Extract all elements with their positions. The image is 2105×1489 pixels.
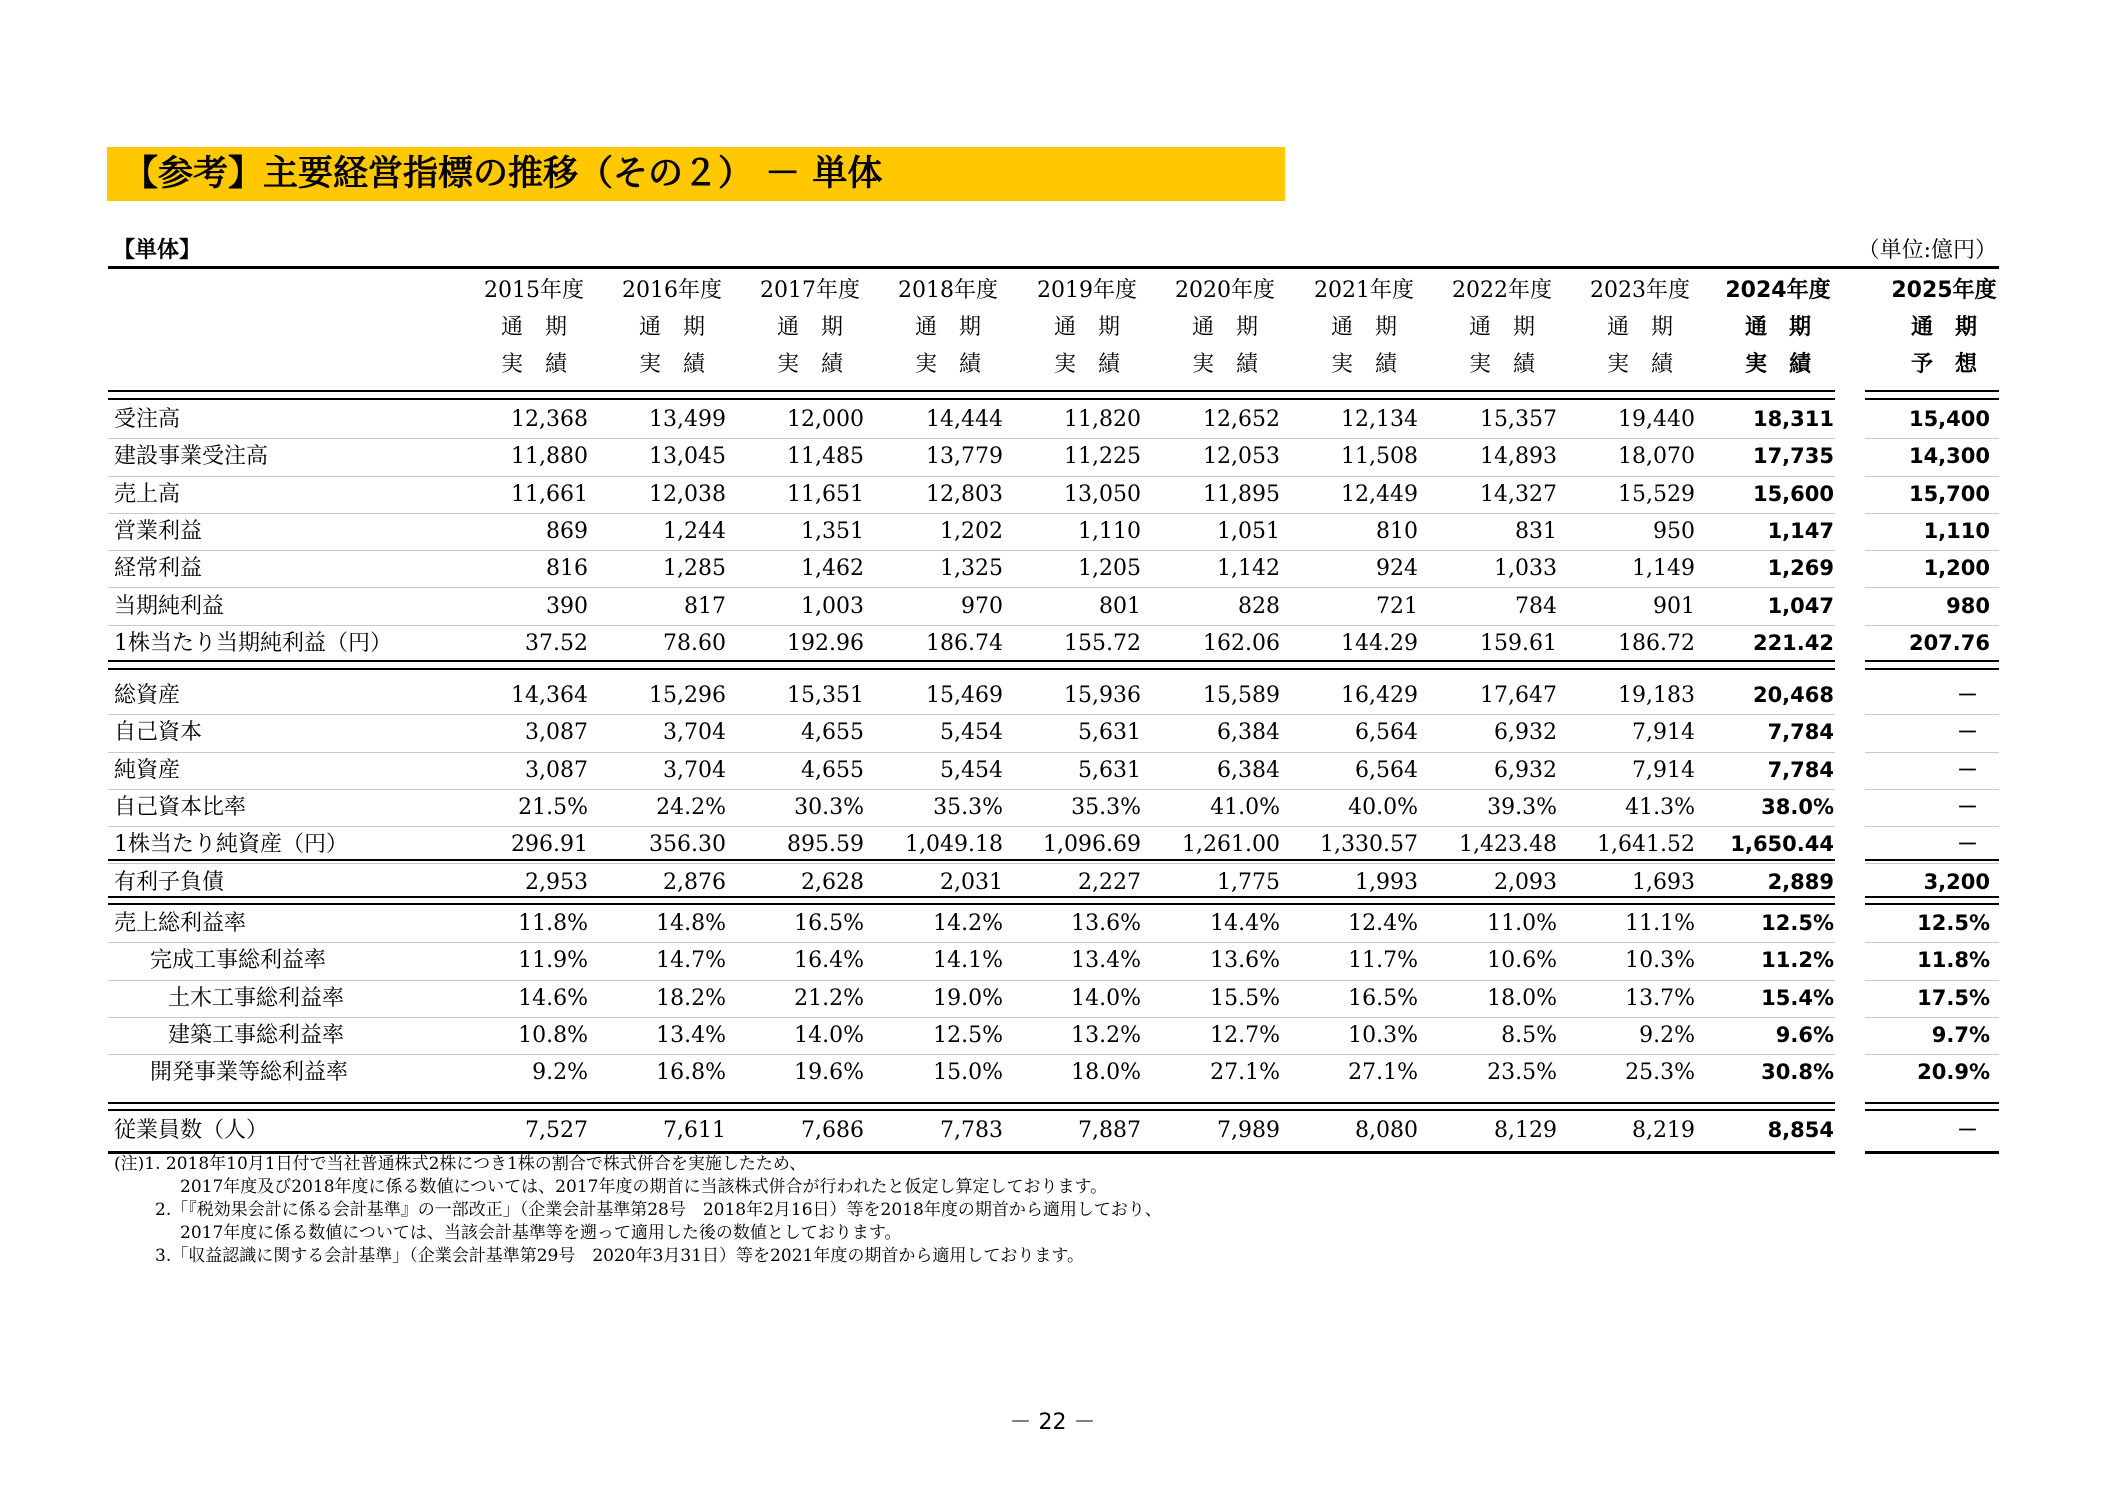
table-cell: 21.5%	[518, 794, 588, 820]
row-label: 売上総利益率	[114, 911, 247, 936]
table-cell: 980	[1946, 593, 1990, 618]
table-cell: 2,093	[1494, 869, 1557, 895]
table-cell: 1,200	[1923, 556, 1990, 581]
table-cell: 7,784	[1767, 757, 1834, 782]
table-cell: 17,735	[1752, 444, 1834, 469]
group-rule-2	[108, 859, 1835, 861]
table-cell: 12.4%	[1348, 911, 1418, 936]
table-cell: －	[1957, 720, 1978, 745]
table-cell: 16.8%	[656, 1060, 726, 1086]
table-top-rule	[108, 266, 1999, 269]
table-cell: 10.3%	[1625, 948, 1695, 974]
row-label: 建築工事総利益率	[168, 1022, 345, 1048]
table-cell: 11.8%	[1917, 948, 1990, 973]
table-cell: －	[1957, 757, 1978, 782]
table-cell: 7,914	[1632, 757, 1695, 783]
group-rule-3	[108, 896, 1835, 898]
row-label: 建設事業受注高	[114, 444, 269, 470]
table-cell: 19,183	[1618, 683, 1695, 708]
group-rule-6	[108, 1109, 1835, 1111]
table-cell: 13.4%	[1071, 948, 1141, 974]
forecast-group-rule-1	[1865, 668, 1999, 670]
table-cell: 19,440	[1618, 407, 1695, 432]
table-cell: 1,693	[1632, 869, 1695, 895]
footnote-line: 2.「『税効果会計に係る会計基準』の一部改正」（企業会計基準第28号 2018年2月16日）等を2018年度の期首から適用しており、	[155, 1200, 1162, 1220]
table-cell: 1,110	[1923, 518, 1990, 543]
column-header-l2: 通 期	[914, 315, 981, 340]
footnote-line: (注)1. 2018年10月1日付で当社普通株式2株につき1株の割合で株式併合を実施したため、	[114, 1154, 807, 1174]
table-cell: 6,564	[1355, 757, 1418, 783]
table-cell: 11.1%	[1625, 911, 1695, 936]
table-cell: 17.5%	[1917, 985, 1990, 1010]
table-cell: 901	[1653, 593, 1695, 619]
table-cell: 19.0%	[933, 985, 1003, 1011]
column-header-year: 2017年度	[760, 278, 860, 303]
column-header-l3: 実 績	[500, 352, 567, 377]
forecast-group-rule-2	[1865, 859, 1999, 861]
table-cell: 15,529	[1618, 481, 1695, 507]
table-cell: 14.4%	[1210, 911, 1280, 936]
table-cell: 13,499	[649, 407, 726, 432]
table-cell: 40.0%	[1348, 794, 1418, 820]
table-cell: 14.2%	[933, 911, 1003, 936]
table-cell: 7,527	[525, 1118, 588, 1143]
column-header-l3: 実 績	[638, 352, 705, 377]
column-header-year: 2020年度	[1175, 278, 1275, 303]
row-label: 自己資本	[114, 720, 203, 746]
table-cell: 11,880	[511, 444, 588, 470]
table-cell: 5,454	[940, 720, 1003, 746]
table-cell: 1,033	[1494, 556, 1557, 582]
table-cell: 970	[961, 593, 1003, 619]
column-header-l2: 通 期	[776, 315, 843, 340]
table-cell: 37.52	[525, 630, 588, 656]
table-cell: 8,080	[1355, 1118, 1418, 1143]
table-cell: 7,686	[801, 1118, 864, 1143]
table-cell: 13.7%	[1625, 985, 1695, 1011]
table-cell: 12,803	[926, 481, 1003, 507]
table-cell: 14.0%	[794, 1022, 864, 1048]
column-header-year: 2022年度	[1452, 278, 1552, 303]
table-cell: 12,053	[1203, 444, 1280, 470]
table-cell: 7,611	[663, 1118, 726, 1143]
table-cell: 9.6%	[1775, 1022, 1834, 1047]
table-cell: 27.1%	[1348, 1060, 1418, 1086]
section-label: 【単体】	[113, 238, 202, 263]
table-cell: 21.2%	[794, 985, 864, 1011]
unit-label: （単位:億円）	[1857, 238, 1997, 263]
table-cell: 7,887	[1078, 1118, 1141, 1143]
table-cell: 14,364	[511, 683, 588, 708]
forecast-header-rule-2	[1865, 398, 1999, 400]
table-cell: 13,050	[1064, 481, 1141, 507]
table-cell: 20.9%	[1917, 1060, 1990, 1085]
table-cell: 7,783	[940, 1118, 1003, 1143]
table-cell: 10.3%	[1348, 1022, 1418, 1048]
table-cell: 15,296	[649, 683, 726, 708]
table-cell: 6,564	[1355, 720, 1418, 746]
table-cell: 8.5%	[1501, 1022, 1557, 1048]
row-label: 売上高	[114, 481, 181, 507]
table-cell: 23.5%	[1487, 1060, 1557, 1086]
table-cell: 1,110	[1078, 518, 1141, 544]
table-cell: 1,285	[663, 556, 726, 582]
table-cell: 12,000	[787, 407, 864, 432]
table-cell: 20,468	[1752, 683, 1834, 707]
column-header-year: 2025年度	[1891, 278, 1997, 303]
table-cell: 2,953	[525, 869, 588, 895]
table-cell: 5,631	[1078, 757, 1141, 783]
table-cell: 35.3%	[933, 794, 1003, 820]
table-cell: 12.5%	[1917, 911, 1990, 935]
forecast-group-rule-7	[1865, 1151, 1999, 1154]
column-header-l3: 実 績	[1330, 352, 1397, 377]
group-rule-5	[108, 1102, 1835, 1104]
column-header-l3: 実 績	[1744, 352, 1811, 377]
table-cell: －	[1957, 832, 1978, 857]
table-cell: 11,820	[1064, 407, 1141, 432]
table-cell: 6,384	[1217, 757, 1280, 783]
table-cell: 11,225	[1064, 444, 1141, 470]
table-cell: 12.7%	[1210, 1022, 1280, 1048]
table-cell: 2,031	[940, 869, 1003, 895]
table-cell: 1,351	[801, 518, 864, 544]
table-cell: 6,932	[1494, 757, 1557, 783]
title-bar	[107, 147, 1285, 201]
table-cell: 1,142	[1217, 556, 1280, 582]
table-cell: 14.1%	[933, 948, 1003, 974]
table-cell: 2,889	[1767, 869, 1834, 894]
forecast-group-rule-3	[1865, 896, 1999, 898]
table-cell: 27.1%	[1210, 1060, 1280, 1086]
table-cell: 11.9%	[518, 948, 588, 974]
table-cell: 12,368	[511, 407, 588, 432]
table-cell: 14,300	[1908, 444, 1990, 469]
table-cell: 1,325	[940, 556, 1003, 582]
table-cell: 784	[1515, 593, 1557, 619]
table-cell: 950	[1653, 518, 1695, 544]
row-label: 純資産	[114, 757, 181, 783]
column-header-year: 2015年度	[484, 278, 584, 303]
table-cell: 41.0%	[1210, 794, 1280, 820]
table-cell: 14.7%	[656, 948, 726, 974]
table-cell: 10.6%	[1487, 948, 1557, 974]
row-label: 完成工事総利益率	[150, 948, 327, 974]
table-cell: 14,327	[1480, 481, 1557, 507]
table-cell: 9.2%	[1639, 1022, 1695, 1048]
table-cell: －	[1957, 794, 1978, 819]
table-cell: 13,779	[926, 444, 1003, 470]
column-header-l3: 実 績	[1468, 352, 1535, 377]
table-cell: 816	[546, 556, 588, 582]
table-cell: 9.2%	[532, 1060, 588, 1086]
row-label: 自己資本比率	[114, 794, 247, 820]
column-header-l3: 予 想	[1910, 352, 1977, 377]
table-cell: 810	[1376, 518, 1418, 544]
table-cell: 296.91	[511, 832, 588, 858]
table-cell: 8,129	[1494, 1118, 1557, 1143]
page-number: － 22 －	[1009, 1410, 1096, 1435]
table-cell: 11,485	[787, 444, 864, 470]
table-cell: 11,508	[1341, 444, 1418, 470]
column-header-l2: 通 期	[500, 315, 567, 340]
row-label: 有利子負債	[114, 869, 225, 895]
forecast-header-rule	[1865, 390, 1999, 392]
column-header-year: 2018年度	[898, 278, 998, 303]
header-rule-2	[108, 398, 1835, 400]
table-cell: 1,096.69	[1043, 832, 1141, 858]
table-cell: 356.30	[649, 832, 726, 858]
table-cell: 1,993	[1355, 869, 1418, 895]
table-cell: 1,202	[940, 518, 1003, 544]
table-cell: 1,641.52	[1597, 832, 1695, 858]
table-cell: 3,704	[663, 720, 726, 746]
row-label: 土木工事総利益率	[168, 985, 345, 1011]
table-cell: 828	[1238, 593, 1280, 619]
column-header-l2: 通 期	[1468, 315, 1535, 340]
table-cell: 11.2%	[1761, 948, 1834, 973]
table-cell: 15,351	[787, 683, 864, 708]
table-cell: 1,775	[1217, 869, 1280, 895]
table-cell: 4,655	[801, 757, 864, 783]
table-cell: 1,047	[1767, 593, 1834, 618]
footnote-line: 2017年度及び2018年度に係る数値については、2017年度の期首に当該株式併合が行われたと仮定し算定しております。	[180, 1177, 1108, 1197]
table-cell: 14.6%	[518, 985, 588, 1011]
table-cell: 15,700	[1908, 481, 1990, 506]
table-cell: 8,854	[1767, 1118, 1834, 1142]
table-cell: 1,261.00	[1182, 832, 1280, 858]
table-cell: 15.5%	[1210, 985, 1280, 1011]
table-cell: 186.72	[1618, 630, 1695, 656]
table-cell: 18.2%	[656, 985, 726, 1011]
table-cell: 801	[1099, 593, 1141, 619]
table-cell: 7,989	[1217, 1118, 1280, 1143]
table-cell: 1,149	[1632, 556, 1695, 582]
table-cell: 1,147	[1767, 518, 1834, 543]
table-cell: 24.2%	[656, 794, 726, 820]
table-cell: 2,876	[663, 869, 726, 895]
column-header-l3: 実 績	[1606, 352, 1673, 377]
table-cell: 13.6%	[1071, 911, 1141, 936]
table-cell: 2,227	[1078, 869, 1141, 895]
table-cell: 18.0%	[1487, 985, 1557, 1011]
row-label: 受注高	[114, 407, 181, 432]
table-cell: －	[1957, 683, 1978, 707]
table-cell: 1,003	[801, 593, 864, 619]
footnote-line: 3.「収益認識に関する会計基準」（企業会計基準第29号 2020年3月31日）等を2021年度の期首から適用しております。	[155, 1246, 1084, 1266]
table-cell: 11,651	[787, 481, 864, 507]
table-cell: 11,895	[1203, 481, 1280, 507]
table-cell: 13,045	[649, 444, 726, 470]
table-cell: 14,444	[926, 407, 1003, 432]
group-rule-0	[108, 660, 1835, 662]
table-cell: 78.60	[663, 630, 726, 656]
table-cell: 186.74	[926, 630, 1003, 656]
column-header-l3: 実 績	[1053, 352, 1120, 377]
page-title: 【参考】主要経営指標の推移（その２） － 単体	[123, 154, 883, 194]
row-label: 経常利益	[114, 556, 203, 582]
table-cell: 155.72	[1064, 630, 1141, 656]
table-cell: 16.5%	[1348, 985, 1418, 1011]
column-header-l2: 通 期	[1053, 315, 1120, 340]
row-label: 従業員数（人）	[114, 1118, 269, 1143]
table-cell: 5,454	[940, 757, 1003, 783]
row-label: 1株当たり当期純利益（円）	[114, 630, 392, 656]
table-cell: 15,936	[1064, 683, 1141, 708]
table-cell: 721	[1376, 593, 1418, 619]
column-header-l3: 実 績	[914, 352, 981, 377]
table-cell: 817	[684, 593, 726, 619]
footnote-line: 2017年度に係る数値については、当該会計基準等を遡って適用した後の数値としております。	[180, 1223, 902, 1243]
table-cell: 13.2%	[1071, 1022, 1141, 1048]
row-label: 当期純利益	[114, 593, 225, 619]
table-cell: 159.61	[1480, 630, 1557, 656]
table-cell: 3,704	[663, 757, 726, 783]
table-cell: 144.29	[1341, 630, 1418, 656]
group-rule-4	[108, 903, 1835, 905]
table-cell: 2,628	[801, 869, 864, 895]
table-cell: 5,631	[1078, 720, 1141, 746]
table-cell: 16,429	[1341, 683, 1418, 708]
table-cell: 18.0%	[1071, 1060, 1141, 1086]
table-cell: 25.3%	[1625, 1060, 1695, 1086]
column-header-l2: 通 期	[1744, 315, 1811, 340]
table-cell: 30.3%	[794, 794, 864, 820]
column-header-l3: 実 績	[1191, 352, 1258, 377]
table-cell: 9.7%	[1931, 1022, 1990, 1047]
table-cell: 16.4%	[794, 948, 864, 974]
table-cell: 14,893	[1480, 444, 1557, 470]
table-cell: 1,269	[1767, 556, 1834, 581]
table-cell: 38.0%	[1761, 794, 1834, 819]
table-cell: 15,357	[1480, 407, 1557, 432]
table-cell: 1,051	[1217, 518, 1280, 544]
table-cell: 10.8%	[518, 1022, 588, 1048]
table-cell: 18,311	[1752, 407, 1834, 431]
table-cell: 12.5%	[1761, 911, 1834, 935]
table-cell: 221.42	[1752, 630, 1834, 655]
table-cell: 6,384	[1217, 720, 1280, 746]
table-cell: 14.0%	[1071, 985, 1141, 1011]
table-cell: 15,400	[1908, 407, 1990, 431]
forecast-group-rule-6	[1865, 1109, 1999, 1111]
table-cell: 207.76	[1908, 630, 1990, 655]
table-cell: 12,652	[1203, 407, 1280, 432]
forecast-group-rule-5	[1865, 1102, 1999, 1104]
table-cell: 7,784	[1767, 720, 1834, 745]
table-cell: 15.4%	[1761, 985, 1834, 1010]
table-cell: 13.4%	[656, 1022, 726, 1048]
table-cell: 8,219	[1632, 1118, 1695, 1143]
table-cell: 895.59	[787, 832, 864, 858]
table-cell: 18,070	[1618, 444, 1695, 470]
table-cell: 1,650.44	[1730, 832, 1834, 857]
table-cell: 1,462	[801, 556, 864, 582]
column-header-year: 2023年度	[1590, 278, 1690, 303]
table-cell: 831	[1515, 518, 1557, 544]
header-rule	[108, 390, 1835, 392]
table-cell: 7,914	[1632, 720, 1695, 746]
table-cell: 192.96	[787, 630, 864, 656]
column-header-l2: 通 期	[1910, 315, 1977, 340]
table-cell: 19.6%	[794, 1060, 864, 1086]
column-header-l3: 実 績	[776, 352, 843, 377]
table-cell: 15,589	[1203, 683, 1280, 708]
table-cell: 390	[546, 593, 588, 619]
forecast-group-rule-4	[1865, 903, 1999, 905]
table-cell: 3,200	[1923, 869, 1990, 894]
row-label: 開発事業等総利益率	[150, 1060, 349, 1086]
table-cell: 1,205	[1078, 556, 1141, 582]
table-cell: 11,661	[511, 481, 588, 507]
table-cell: 30.8%	[1761, 1060, 1834, 1085]
table-cell: 16.5%	[794, 911, 864, 936]
table-cell: 1,244	[663, 518, 726, 544]
table-cell: 12,449	[1341, 481, 1418, 507]
table-cell: 869	[546, 518, 588, 544]
column-header-l2: 通 期	[1330, 315, 1397, 340]
table-cell: 35.3%	[1071, 794, 1141, 820]
row-label: 営業利益	[114, 518, 203, 544]
row-label: 1株当たり純資産（円）	[114, 832, 348, 858]
table-cell: 4,655	[801, 720, 864, 746]
table-cell: －	[1957, 1118, 1978, 1142]
column-header-year: 2021年度	[1314, 278, 1414, 303]
column-header-year: 2024年度	[1725, 278, 1831, 303]
table-cell: 3,087	[525, 757, 588, 783]
table-cell: 6,932	[1494, 720, 1557, 746]
column-header-year: 2019年度	[1037, 278, 1137, 303]
table-cell: 15,600	[1752, 481, 1834, 506]
table-cell: 12,038	[649, 481, 726, 507]
table-cell: 1,330.57	[1320, 832, 1418, 858]
table-cell: 11.8%	[518, 911, 588, 936]
table-cell: 3,087	[525, 720, 588, 746]
column-header-year: 2016年度	[622, 278, 722, 303]
table-cell: 13.6%	[1210, 948, 1280, 974]
table-cell: 11.0%	[1487, 911, 1557, 936]
table-cell: 12.5%	[933, 1022, 1003, 1048]
table-cell: 11.7%	[1348, 948, 1418, 974]
table-cell: 924	[1376, 556, 1418, 582]
table-cell: 1,049.18	[905, 832, 1003, 858]
column-header-l2: 通 期	[1606, 315, 1673, 340]
table-cell: 17,647	[1480, 683, 1557, 708]
table-cell: 14.8%	[656, 911, 726, 936]
table-cell: 1,423.48	[1459, 832, 1557, 858]
table-cell: 15,469	[926, 683, 1003, 708]
table-cell: 41.3%	[1625, 794, 1695, 820]
group-rule-1	[108, 668, 1835, 670]
table-cell: 39.3%	[1487, 794, 1557, 820]
table-cell: 15.0%	[933, 1060, 1003, 1086]
table-cell: 162.06	[1203, 630, 1280, 656]
table-cell: 12,134	[1341, 407, 1418, 432]
forecast-group-rule-0	[1865, 660, 1999, 662]
column-header-l2: 通 期	[1191, 315, 1258, 340]
row-label: 総資産	[114, 683, 181, 708]
column-header-l2: 通 期	[638, 315, 705, 340]
